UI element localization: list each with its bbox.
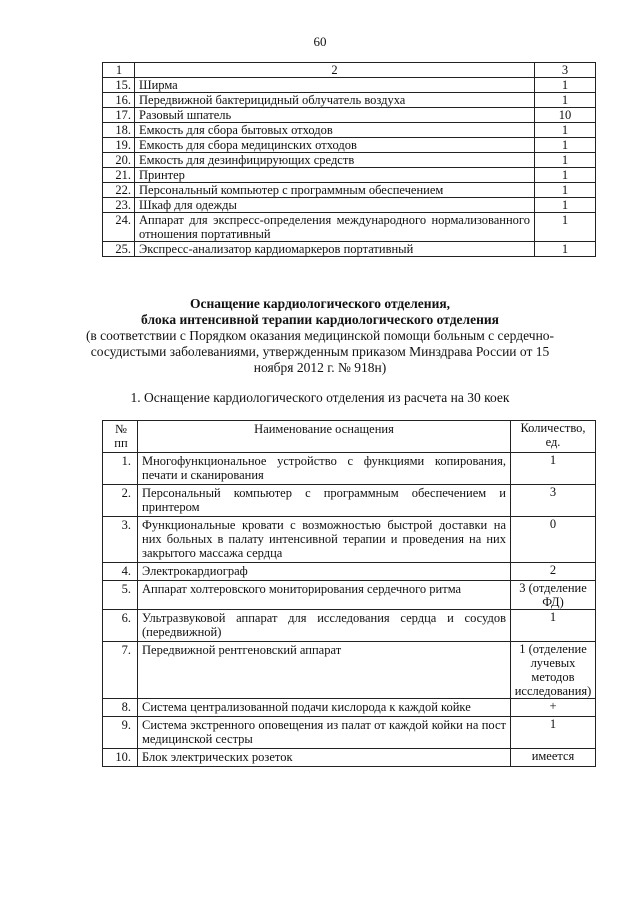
header-name: Наименование оснащения: [138, 421, 511, 453]
item-name: Емкость для сбора бытовых отходов: [135, 123, 535, 138]
table-row: [103, 610, 596, 642]
item-quantity: 1: [511, 717, 596, 749]
table-row: [103, 749, 596, 767]
item-name: Разовый шпатель: [135, 108, 535, 123]
row-number: 2.: [103, 485, 138, 517]
item-name: Многофункциональное устройство с функциями копирования, печати и сканирования: [138, 453, 511, 485]
item-quantity: 2: [511, 563, 596, 581]
item-name: Система централизованной подачи кислорода к каждой койке: [138, 699, 511, 717]
item-name: Блок электрических розеток: [138, 749, 511, 767]
item-name: Аппарат для экспресс-определения международного нормализованного отношения портативный: [135, 213, 535, 242]
item-quantity: 1: [535, 183, 596, 198]
table-row: [103, 581, 596, 610]
item-quantity: 1: [535, 213, 596, 242]
item-name: Принтер: [135, 168, 535, 183]
table-row: [103, 717, 596, 749]
item-name: Экспресс-анализатор кардиомаркеров портативный: [135, 242, 535, 257]
table-row: [103, 123, 596, 138]
table-row: [103, 485, 596, 517]
equipment-table-continued: [102, 62, 596, 257]
row-number: 9.: [103, 717, 138, 749]
heading-line-1: Оснащение кардиологического отделения,: [189, 296, 451, 311]
item-quantity: 0: [511, 517, 596, 563]
item-name: Ультразвуковой аппарат для исследования сердца и сосудов (передвижной): [138, 610, 511, 642]
table-row: [103, 183, 596, 198]
table-row: [103, 138, 596, 153]
row-number: 19.: [103, 138, 135, 153]
item-name: Емкость для дезинфицирующих средств: [135, 153, 535, 168]
table-row: [103, 78, 596, 93]
item-quantity: имеется: [511, 749, 596, 767]
item-name: Шкаф для одежды: [135, 198, 535, 213]
table-row: [103, 108, 596, 123]
item-quantity: 1 (отделение лучевых методов исследования): [511, 642, 596, 699]
item-quantity: +: [511, 699, 596, 717]
item-quantity: 1: [535, 198, 596, 213]
row-number: 24.: [103, 213, 135, 242]
heading-line-2: блока интенсивной терапии кардиологического отделения: [141, 312, 499, 327]
item-name: Система экстренного оповещения из палат от каждой койки на пост медицинской сестры: [138, 717, 511, 749]
row-number: 21.: [103, 168, 135, 183]
item-name: Передвижной рентгеновский аппарат: [138, 642, 511, 699]
item-quantity: 1: [511, 610, 596, 642]
table-row: [103, 93, 596, 108]
item-quantity: 1: [511, 453, 596, 485]
table-row: [103, 153, 596, 168]
row-number: 8.: [103, 699, 138, 717]
row-number: 1.: [103, 453, 138, 485]
table-row: [103, 563, 596, 581]
item-quantity: 1: [535, 93, 596, 108]
row-number: 16.: [103, 93, 135, 108]
item-name: Аппарат холтеровского мониторирования сердечного ритма: [138, 581, 511, 610]
item-quantity: 1: [535, 123, 596, 138]
section-heading: [80, 296, 560, 376]
item-name: Электрокардиограф: [138, 563, 511, 581]
item-quantity: 1: [535, 242, 596, 257]
table-row: [103, 242, 596, 257]
row-number: 6.: [103, 610, 138, 642]
item-name: Ширма: [135, 78, 535, 93]
header-quantity: Количество, ед.: [511, 421, 596, 453]
row-number: 18.: [103, 123, 135, 138]
header-col-2: 2: [135, 63, 535, 78]
subsection-title: 1. Оснащение кардиологического отделения из расчета на 30 коек: [130, 390, 510, 405]
item-quantity: 1: [535, 138, 596, 153]
item-name: Персональный компьютер с программным обеспечением: [135, 183, 535, 198]
row-number: 7.: [103, 642, 138, 699]
item-quantity: 1: [535, 168, 596, 183]
item-name: Персональный компьютер с программным обеспечением и принтером: [138, 485, 511, 517]
table-header-row: [103, 421, 596, 453]
page-number: 60: [313, 34, 327, 49]
item-name: Функциональные кровати с возможностью быстрой доставки на них больных в палату интенсивной терапии и проведения на них закрытого массажа сердца: [138, 517, 511, 563]
item-name: Передвижной бактерицидный облучатель воздуха: [135, 93, 535, 108]
item-quantity: 3 (отделение ФД): [511, 581, 596, 610]
table-header-row: [103, 63, 596, 78]
item-quantity: 1: [535, 153, 596, 168]
item-quantity: 1: [535, 78, 596, 93]
table-row: [103, 699, 596, 717]
item-quantity: 3: [511, 485, 596, 517]
row-number: 25.: [103, 242, 135, 257]
table-row: [103, 453, 596, 485]
table-row: [103, 213, 596, 242]
row-number: 3.: [103, 517, 138, 563]
row-number: 20.: [103, 153, 135, 168]
row-number: 10.: [103, 749, 138, 767]
table-row: [103, 642, 596, 699]
row-number: 22.: [103, 183, 135, 198]
heading-subtitle: (в соответствии с Порядком оказания медицинской помощи больным с сердечно-сосудистыми заболеваниями, утвержденным приказом Минздрава России от 15 ноября 2012 г. № 918н): [85, 328, 555, 375]
row-number: 4.: [103, 563, 138, 581]
row-number: 5.: [103, 581, 138, 610]
item-quantity: 10: [535, 108, 596, 123]
header-col-1: 1: [103, 63, 135, 78]
row-number: 23.: [103, 198, 135, 213]
row-number: 15.: [103, 78, 135, 93]
item-name: Емкость для сбора медицинских отходов: [135, 138, 535, 153]
table-row: [103, 168, 596, 183]
header-number: № пп: [103, 421, 138, 453]
table-row: [103, 198, 596, 213]
row-number: 17.: [103, 108, 135, 123]
header-col-3: 3: [535, 63, 596, 78]
cardiology-equipment-table: [102, 420, 596, 767]
table-row: [103, 517, 596, 563]
